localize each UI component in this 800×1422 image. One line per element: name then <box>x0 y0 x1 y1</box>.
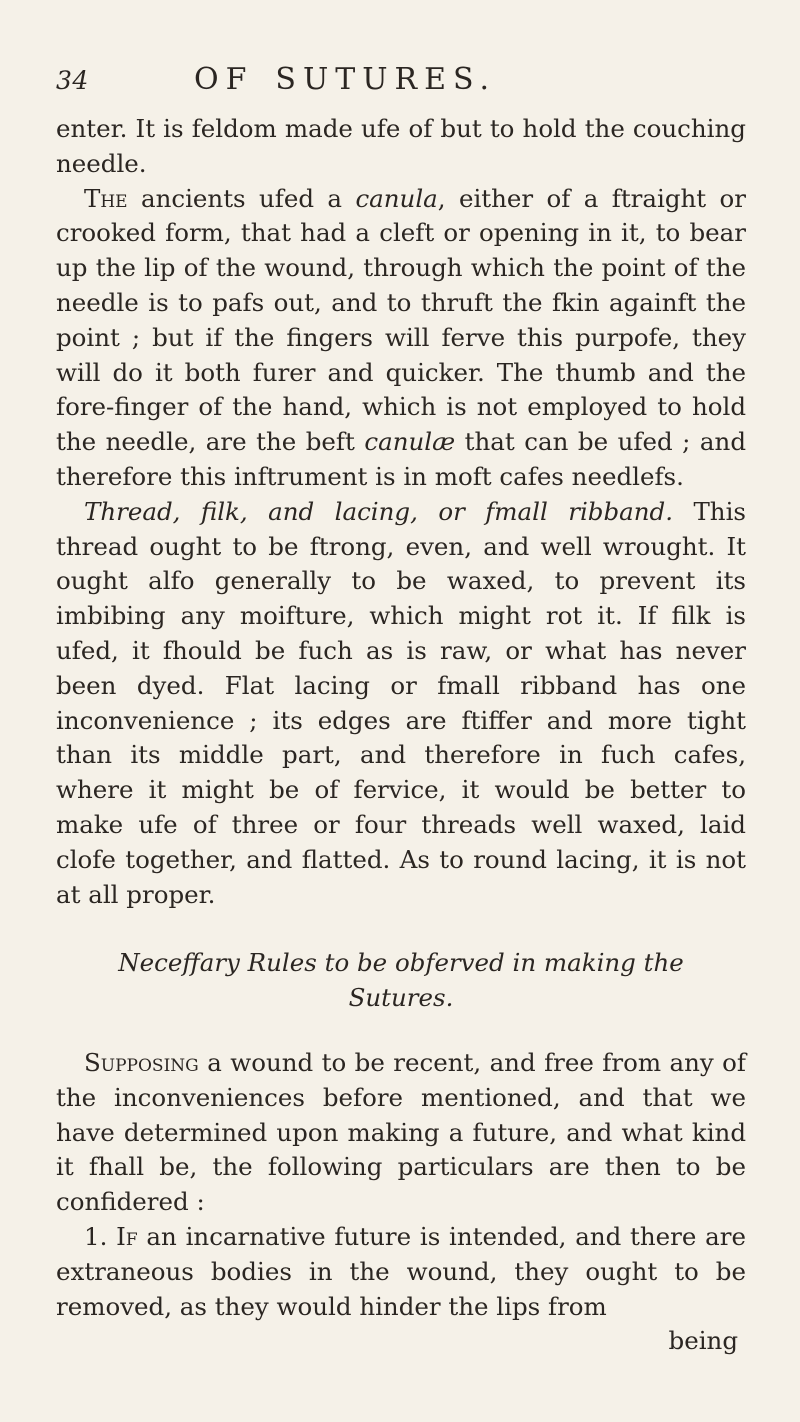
running-head <box>194 62 518 97</box>
paragraph-numbered-1 <box>56 1220 746 1324</box>
paragraph-text: This thread ought to be ftrong, even, and well wrought. It ought alfo generally to be waxed, to prevent its imbibing any moifture, which might rot it. If filk is ufed, it fhould be fuch as is raw, or what has never been dyed. Flat lacing or fmall ribband has one inconvenience ; its edges are ftiffer and more tight than its middle part, and therefore in fuch cafes, where it might be of fervice, it would be better to make ufe of three or four threads well waxed, laid clofe together, and flatted. As to round lacing, it is not at all proper. <box>56 496 746 909</box>
paragraph-text: that can be ufed ; and therefore this inftrument is in moft cafes needlefs. <box>56 427 747 491</box>
paragraph-run-in-heading: Thread, filk, and lacing, or fmall ribband. <box>84 496 674 526</box>
book-page <box>56 60 746 1359</box>
page-number: 34 <box>56 66 89 95</box>
section-heading-line-2: Sutures. <box>348 983 454 1013</box>
paragraph-canula <box>56 182 746 495</box>
term-canula: canula <box>355 183 438 213</box>
paragraph-text: a wound to be recent, and free from any of the inconveniences before mentioned, and that we have determined upon making a future, and what kind it fhall be, the following particulars are then to be confidered : <box>56 1047 746 1217</box>
paragraph-supposing <box>56 1046 746 1220</box>
list-number: 1. <box>84 1221 117 1251</box>
term-canulae: canulæ <box>364 427 456 457</box>
paragraph-lead-word: Supposing <box>84 1047 199 1077</box>
page-header <box>56 60 746 108</box>
paragraph-lead-word: The <box>84 183 128 213</box>
paragraph-text: , either of a ftraight or crooked form, that had a cleft or opening in it, to bear up the lip of the wound, through which the point of the needle is to pafs out, and to thruft the fkin againft the point ; but if the fingers will ferve this purpofe, they will do it both furer and quicker. The thumb and the fore-finger of the hand, which is not employed to hold the needle, are the beft <box>56 183 746 457</box>
paragraph-lead-word: If <box>116 1221 138 1251</box>
running-head-word-2: SUTURES. <box>275 62 497 97</box>
paragraph-thread <box>56 495 746 913</box>
section-heading-line-1: Neceffary Rules to be obferved in making the <box>118 948 684 978</box>
running-head-word-1: OF <box>194 62 254 97</box>
paragraph-text: ancients ufed a <box>127 183 356 213</box>
paragraph-text: an incarnative future is intended, and there are extraneous bodies in the wound, they ought to be removed, as they would hinder the lips from <box>56 1221 746 1321</box>
catchword: being <box>668 1326 738 1356</box>
section-heading <box>56 946 746 1016</box>
paragraph-continuation: enter. It is feldom made ufe of but to hold the couching needle. <box>56 114 746 178</box>
